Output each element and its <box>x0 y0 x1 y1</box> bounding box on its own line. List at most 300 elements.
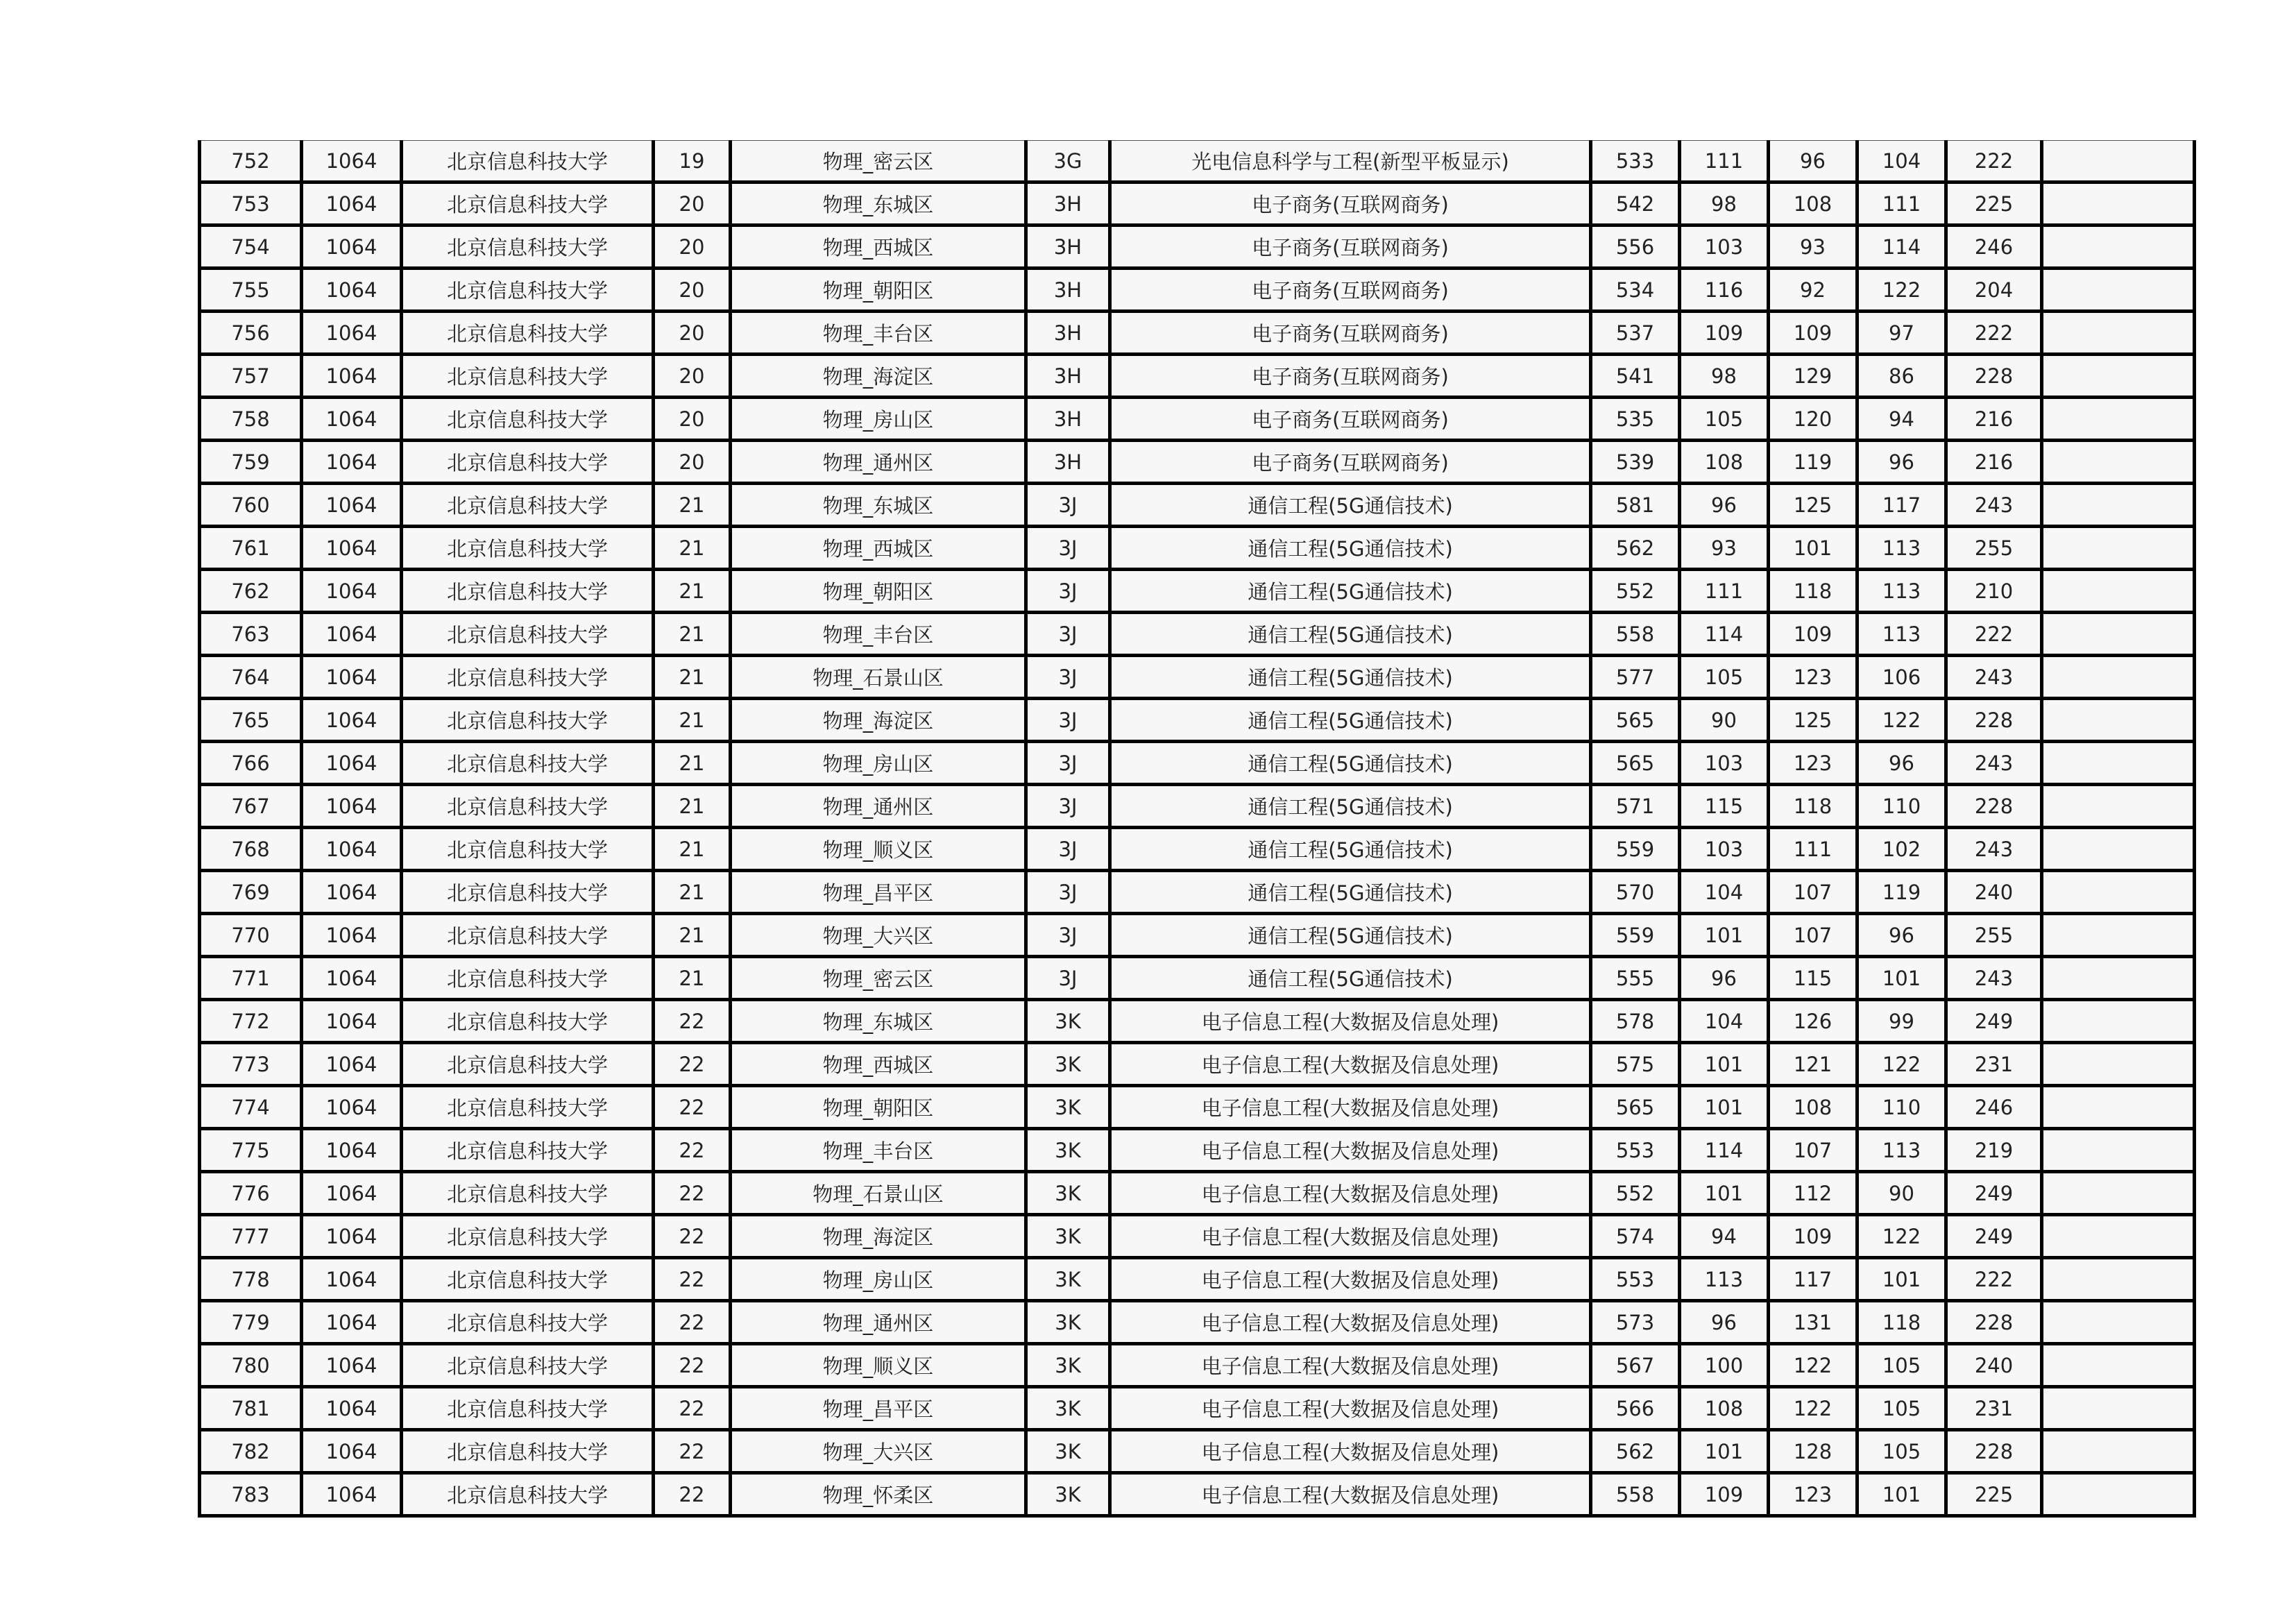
cell-chinese: 98 <box>1680 355 1769 398</box>
cell-major_code: 3K <box>1026 1172 1110 1215</box>
cell-composite: 246 <box>1946 1086 2042 1129</box>
table-row <box>200 484 2195 527</box>
cell-school: 北京信息科技大学 <box>402 699 654 742</box>
cell-major: 通信工程(5G通信技术) <box>1110 871 1591 914</box>
cell-subject_district: 物理_东城区 <box>731 182 1026 226</box>
cell-subject_district: 物理_顺义区 <box>731 828 1026 871</box>
cell-major_code: 3J <box>1026 914 1110 957</box>
cell-total: 558 <box>1591 613 1680 656</box>
cell-major_code: 3J <box>1026 957 1110 1000</box>
cell-school_code: 1064 <box>302 914 402 957</box>
cell-math: 118 <box>1769 785 1857 828</box>
cell-composite: 228 <box>1946 1430 2042 1473</box>
cell-group: 20 <box>654 226 731 269</box>
cell-seq: 764 <box>200 656 302 699</box>
cell-major: 电子信息工程(大数据及信息处理) <box>1110 1043 1591 1086</box>
table-row <box>200 570 2195 613</box>
cell-subject_district: 物理_海淀区 <box>731 699 1026 742</box>
cell-english: 86 <box>1857 355 1946 398</box>
cell-major: 电子信息工程(大数据及信息处理) <box>1110 1430 1591 1473</box>
cell-english: 101 <box>1857 1258 1946 1301</box>
cell-group: 20 <box>654 269 731 312</box>
cell-math: 112 <box>1769 1172 1857 1215</box>
cell-group: 22 <box>654 1301 731 1344</box>
cell-seq: 763 <box>200 613 302 656</box>
cell-english: 119 <box>1857 871 1946 914</box>
cell-major_code: 3H <box>1026 226 1110 269</box>
cell-chinese: 96 <box>1680 957 1769 1000</box>
cell-seq: 757 <box>200 355 302 398</box>
cell-school_code: 1064 <box>302 141 402 182</box>
cell-seq: 765 <box>200 699 302 742</box>
cell-composite: 240 <box>1946 871 2042 914</box>
cell-composite: 216 <box>1946 398 2042 441</box>
cell-chinese: 101 <box>1680 1430 1769 1473</box>
cell-english: 110 <box>1857 785 1946 828</box>
cell-subject_district: 物理_通州区 <box>731 785 1026 828</box>
cell-seq: 779 <box>200 1301 302 1344</box>
cell-subject_district: 物理_朝阳区 <box>731 269 1026 312</box>
cell-total: 553 <box>1591 1258 1680 1301</box>
cell-major_code: 3K <box>1026 1043 1110 1086</box>
cell-school: 北京信息科技大学 <box>402 570 654 613</box>
cell-chinese: 103 <box>1680 742 1769 785</box>
cell-english: 96 <box>1857 742 1946 785</box>
cell-blank <box>2042 1430 2195 1473</box>
cell-subject_district: 物理_东城区 <box>731 484 1026 527</box>
table-row <box>200 1000 2195 1043</box>
cell-total: 571 <box>1591 785 1680 828</box>
cell-group: 22 <box>654 1430 731 1473</box>
cell-seq: 782 <box>200 1430 302 1473</box>
cell-composite: 225 <box>1946 182 2042 226</box>
cell-major: 电子商务(互联网商务) <box>1110 312 1591 355</box>
cell-total: 539 <box>1591 441 1680 484</box>
cell-chinese: 93 <box>1680 527 1769 570</box>
cell-subject_district: 物理_通州区 <box>731 1301 1026 1344</box>
cell-major_code: 3J <box>1026 871 1110 914</box>
cell-school_code: 1064 <box>302 1387 402 1430</box>
cell-major: 通信工程(5G通信技术) <box>1110 699 1591 742</box>
cell-school: 北京信息科技大学 <box>402 141 654 182</box>
cell-total: 562 <box>1591 527 1680 570</box>
cell-chinese: 115 <box>1680 785 1769 828</box>
cell-seq: 760 <box>200 484 302 527</box>
cell-total: 555 <box>1591 957 1680 1000</box>
table-row <box>200 1387 2195 1430</box>
cell-chinese: 105 <box>1680 656 1769 699</box>
cell-group: 22 <box>654 1344 731 1387</box>
cell-chinese: 113 <box>1680 1258 1769 1301</box>
cell-chinese: 103 <box>1680 226 1769 269</box>
cell-school_code: 1064 <box>302 441 402 484</box>
cell-school: 北京信息科技大学 <box>402 355 654 398</box>
cell-math: 123 <box>1769 656 1857 699</box>
cell-seq: 756 <box>200 312 302 355</box>
cell-subject_district: 物理_海淀区 <box>731 1215 1026 1258</box>
cell-seq: 761 <box>200 527 302 570</box>
cell-english: 114 <box>1857 226 1946 269</box>
cell-english: 117 <box>1857 484 1946 527</box>
cell-school: 北京信息科技大学 <box>402 871 654 914</box>
cell-major: 电子信息工程(大数据及信息处理) <box>1110 1473 1591 1516</box>
cell-school_code: 1064 <box>302 828 402 871</box>
table-row <box>200 1129 2195 1172</box>
cell-chinese: 104 <box>1680 871 1769 914</box>
cell-english: 122 <box>1857 1215 1946 1258</box>
cell-subject_district: 物理_石景山区 <box>731 1172 1026 1215</box>
cell-school: 北京信息科技大学 <box>402 527 654 570</box>
cell-subject_district: 物理_房山区 <box>731 1258 1026 1301</box>
cell-total: 577 <box>1591 656 1680 699</box>
cell-group: 21 <box>654 742 731 785</box>
cell-blank <box>2042 699 2195 742</box>
cell-math: 107 <box>1769 871 1857 914</box>
cell-subject_district: 物理_昌平区 <box>731 1387 1026 1430</box>
cell-math: 109 <box>1769 312 1857 355</box>
cell-group: 22 <box>654 1129 731 1172</box>
cell-composite: 243 <box>1946 742 2042 785</box>
cell-total: 567 <box>1591 1344 1680 1387</box>
cell-chinese: 103 <box>1680 828 1769 871</box>
cell-seq: 776 <box>200 1172 302 1215</box>
cell-school: 北京信息科技大学 <box>402 398 654 441</box>
cell-english: 110 <box>1857 1086 1946 1129</box>
cell-major_code: 3H <box>1026 441 1110 484</box>
cell-english: 97 <box>1857 312 1946 355</box>
cell-group: 21 <box>654 484 731 527</box>
cell-blank <box>2042 957 2195 1000</box>
cell-chinese: 96 <box>1680 1301 1769 1344</box>
cell-subject_district: 物理_大兴区 <box>731 1430 1026 1473</box>
cell-seq: 754 <box>200 226 302 269</box>
cell-subject_district: 物理_大兴区 <box>731 914 1026 957</box>
cell-school: 北京信息科技大学 <box>402 656 654 699</box>
cell-major: 通信工程(5G通信技术) <box>1110 828 1591 871</box>
cell-seq: 772 <box>200 1000 302 1043</box>
cell-blank <box>2042 871 2195 914</box>
cell-chinese: 101 <box>1680 1172 1769 1215</box>
cell-math: 108 <box>1769 182 1857 226</box>
cell-total: 559 <box>1591 914 1680 957</box>
cell-math: 123 <box>1769 742 1857 785</box>
cell-composite: 216 <box>1946 441 2042 484</box>
cell-math: 93 <box>1769 226 1857 269</box>
cell-group: 20 <box>654 441 731 484</box>
table-row <box>200 613 2195 656</box>
cell-blank <box>2042 828 2195 871</box>
cell-blank <box>2042 484 2195 527</box>
cell-subject_district: 物理_丰台区 <box>731 1129 1026 1172</box>
cell-major_code: 3J <box>1026 785 1110 828</box>
cell-major: 电子信息工程(大数据及信息处理) <box>1110 1129 1591 1172</box>
cell-math: 122 <box>1769 1344 1857 1387</box>
cell-math: 128 <box>1769 1430 1857 1473</box>
table-row <box>200 1086 2195 1129</box>
table-row <box>200 441 2195 484</box>
cell-major: 光电信息科学与工程(新型平板显示) <box>1110 141 1591 182</box>
cell-math: 109 <box>1769 613 1857 656</box>
cell-blank <box>2042 785 2195 828</box>
cell-school_code: 1064 <box>302 871 402 914</box>
cell-school: 北京信息科技大学 <box>402 785 654 828</box>
cell-school_code: 1064 <box>302 1000 402 1043</box>
cell-major: 电子信息工程(大数据及信息处理) <box>1110 1086 1591 1129</box>
cell-english: 105 <box>1857 1387 1946 1430</box>
cell-school_code: 1064 <box>302 656 402 699</box>
table-row <box>200 1215 2195 1258</box>
cell-composite: 255 <box>1946 527 2042 570</box>
cell-seq: 758 <box>200 398 302 441</box>
cell-subject_district: 物理_朝阳区 <box>731 1086 1026 1129</box>
cell-math: 121 <box>1769 1043 1857 1086</box>
cell-english: 122 <box>1857 1043 1946 1086</box>
cell-english: 101 <box>1857 957 1946 1000</box>
table-row <box>200 398 2195 441</box>
cell-major: 电子商务(互联网商务) <box>1110 182 1591 226</box>
cell-school: 北京信息科技大学 <box>402 1387 654 1430</box>
cell-seq: 781 <box>200 1387 302 1430</box>
table-row <box>200 828 2195 871</box>
cell-school_code: 1064 <box>302 1086 402 1129</box>
cell-subject_district: 物理_顺义区 <box>731 1344 1026 1387</box>
table-row <box>200 226 2195 269</box>
cell-english: 106 <box>1857 656 1946 699</box>
cell-composite: 231 <box>1946 1043 2042 1086</box>
cell-english: 102 <box>1857 828 1946 871</box>
cell-total: 575 <box>1591 1043 1680 1086</box>
cell-chinese: 108 <box>1680 441 1769 484</box>
cell-chinese: 109 <box>1680 1473 1769 1516</box>
cell-chinese: 109 <box>1680 312 1769 355</box>
cell-composite: 228 <box>1946 785 2042 828</box>
cell-english: 104 <box>1857 141 1946 182</box>
cell-seq: 770 <box>200 914 302 957</box>
table-body <box>200 141 2195 1516</box>
cell-school: 北京信息科技大学 <box>402 441 654 484</box>
cell-total: 533 <box>1591 141 1680 182</box>
cell-seq: 780 <box>200 1344 302 1387</box>
cell-composite: 249 <box>1946 1000 2042 1043</box>
cell-chinese: 114 <box>1680 613 1769 656</box>
cell-group: 21 <box>654 871 731 914</box>
cell-school: 北京信息科技大学 <box>402 828 654 871</box>
cell-blank <box>2042 1129 2195 1172</box>
cell-composite: 228 <box>1946 355 2042 398</box>
cell-chinese: 114 <box>1680 1129 1769 1172</box>
cell-major_code: 3J <box>1026 656 1110 699</box>
table-row <box>200 312 2195 355</box>
cell-major_code: 3K <box>1026 1258 1110 1301</box>
cell-subject_district: 物理_房山区 <box>731 742 1026 785</box>
table-row <box>200 1473 2195 1516</box>
cell-chinese: 104 <box>1680 1000 1769 1043</box>
cell-seq: 774 <box>200 1086 302 1129</box>
table-row <box>200 355 2195 398</box>
cell-group: 22 <box>654 1172 731 1215</box>
cell-blank <box>2042 269 2195 312</box>
cell-blank <box>2042 226 2195 269</box>
table-row <box>200 1043 2195 1086</box>
cell-composite: 243 <box>1946 656 2042 699</box>
cell-english: 118 <box>1857 1301 1946 1344</box>
cell-major_code: 3H <box>1026 269 1110 312</box>
cell-math: 120 <box>1769 398 1857 441</box>
cell-major: 电子信息工程(大数据及信息处理) <box>1110 1344 1591 1387</box>
cell-subject_district: 物理_丰台区 <box>731 613 1026 656</box>
cell-major_code: 3J <box>1026 699 1110 742</box>
cell-school_code: 1064 <box>302 1473 402 1516</box>
cell-school_code: 1064 <box>302 1301 402 1344</box>
cell-total: 565 <box>1591 742 1680 785</box>
cell-english: 99 <box>1857 1000 1946 1043</box>
table-row <box>200 1258 2195 1301</box>
cell-math: 108 <box>1769 1086 1857 1129</box>
cell-english: 105 <box>1857 1430 1946 1473</box>
cell-seq: 762 <box>200 570 302 613</box>
cell-major_code: 3K <box>1026 1000 1110 1043</box>
cell-school: 北京信息科技大学 <box>402 1000 654 1043</box>
cell-blank <box>2042 355 2195 398</box>
cell-subject_district: 物理_海淀区 <box>731 355 1026 398</box>
cell-blank <box>2042 613 2195 656</box>
table-row <box>200 957 2195 1000</box>
cell-math: 125 <box>1769 699 1857 742</box>
cell-chinese: 108 <box>1680 1387 1769 1430</box>
cell-math: 119 <box>1769 441 1857 484</box>
cell-school_code: 1064 <box>302 699 402 742</box>
cell-group: 21 <box>654 656 731 699</box>
cell-total: 534 <box>1591 269 1680 312</box>
cell-major_code: 3H <box>1026 398 1110 441</box>
cell-school: 北京信息科技大学 <box>402 182 654 226</box>
cell-blank <box>2042 312 2195 355</box>
cell-subject_district: 物理_丰台区 <box>731 312 1026 355</box>
cell-school: 北京信息科技大学 <box>402 742 654 785</box>
cell-school_code: 1064 <box>302 226 402 269</box>
cell-school: 北京信息科技大学 <box>402 1172 654 1215</box>
table-row <box>200 914 2195 957</box>
cell-school_code: 1064 <box>302 484 402 527</box>
cell-math: 131 <box>1769 1301 1857 1344</box>
cell-group: 22 <box>654 1473 731 1516</box>
cell-chinese: 111 <box>1680 570 1769 613</box>
cell-school: 北京信息科技大学 <box>402 1215 654 1258</box>
cell-school_code: 1064 <box>302 1344 402 1387</box>
cell-school: 北京信息科技大学 <box>402 484 654 527</box>
cell-math: 109 <box>1769 1215 1857 1258</box>
cell-group: 20 <box>654 398 731 441</box>
cell-group: 20 <box>654 355 731 398</box>
cell-total: 552 <box>1591 1172 1680 1215</box>
cell-composite: 243 <box>1946 484 2042 527</box>
cell-math: 107 <box>1769 914 1857 957</box>
cell-subject_district: 物理_石景山区 <box>731 656 1026 699</box>
cell-major: 电子商务(互联网商务) <box>1110 226 1591 269</box>
cell-group: 21 <box>654 613 731 656</box>
cell-major: 电子信息工程(大数据及信息处理) <box>1110 1000 1591 1043</box>
cell-composite: 222 <box>1946 312 2042 355</box>
cell-math: 92 <box>1769 269 1857 312</box>
cell-group: 22 <box>654 1086 731 1129</box>
cell-school_code: 1064 <box>302 570 402 613</box>
cell-seq: 773 <box>200 1043 302 1086</box>
cell-composite: 231 <box>1946 1387 2042 1430</box>
cell-seq: 783 <box>200 1473 302 1516</box>
table-row <box>200 656 2195 699</box>
cell-group: 21 <box>654 828 731 871</box>
cell-composite: 219 <box>1946 1129 2042 1172</box>
cell-total: 559 <box>1591 828 1680 871</box>
cell-school: 北京信息科技大学 <box>402 312 654 355</box>
cell-school: 北京信息科技大学 <box>402 1430 654 1473</box>
cell-math: 117 <box>1769 1258 1857 1301</box>
cell-total: 542 <box>1591 182 1680 226</box>
cell-subject_district: 物理_通州区 <box>731 441 1026 484</box>
cell-chinese: 90 <box>1680 699 1769 742</box>
cell-english: 113 <box>1857 527 1946 570</box>
table-row <box>200 269 2195 312</box>
cell-major_code: 3K <box>1026 1430 1110 1473</box>
cell-total: 556 <box>1591 226 1680 269</box>
table-row <box>200 1430 2195 1473</box>
cell-school_code: 1064 <box>302 312 402 355</box>
cell-seq: 771 <box>200 957 302 1000</box>
cell-composite: 228 <box>1946 699 2042 742</box>
cell-school: 北京信息科技大学 <box>402 1258 654 1301</box>
table-row <box>200 1344 2195 1387</box>
cell-math: 107 <box>1769 1129 1857 1172</box>
cell-chinese: 96 <box>1680 484 1769 527</box>
cell-subject_district: 物理_密云区 <box>731 957 1026 1000</box>
cell-school: 北京信息科技大学 <box>402 1086 654 1129</box>
cell-english: 113 <box>1857 570 1946 613</box>
table-row <box>200 182 2195 226</box>
cell-blank <box>2042 1086 2195 1129</box>
cell-chinese: 105 <box>1680 398 1769 441</box>
table-row <box>200 141 2195 182</box>
cell-school_code: 1064 <box>302 269 402 312</box>
cell-school: 北京信息科技大学 <box>402 1344 654 1387</box>
cell-composite: 222 <box>1946 1258 2042 1301</box>
cell-blank <box>2042 570 2195 613</box>
cell-seq: 777 <box>200 1215 302 1258</box>
cell-english: 111 <box>1857 182 1946 226</box>
cell-school: 北京信息科技大学 <box>402 1043 654 1086</box>
cell-major: 通信工程(5G通信技术) <box>1110 656 1591 699</box>
cell-major_code: 3H <box>1026 182 1110 226</box>
cell-group: 21 <box>654 699 731 742</box>
cell-school_code: 1064 <box>302 1043 402 1086</box>
cell-school_code: 1064 <box>302 1129 402 1172</box>
cell-math: 125 <box>1769 484 1857 527</box>
cell-english: 122 <box>1857 269 1946 312</box>
cell-chinese: 101 <box>1680 1043 1769 1086</box>
table-row <box>200 871 2195 914</box>
cell-subject_district: 物理_西城区 <box>731 527 1026 570</box>
cell-major: 电子信息工程(大数据及信息处理) <box>1110 1172 1591 1215</box>
cell-major_code: 3G <box>1026 141 1110 182</box>
cell-blank <box>2042 1215 2195 1258</box>
cell-school_code: 1064 <box>302 1215 402 1258</box>
cell-composite: 210 <box>1946 570 2042 613</box>
cell-major: 通信工程(5G通信技术) <box>1110 957 1591 1000</box>
cell-seq: 769 <box>200 871 302 914</box>
cell-major_code: 3K <box>1026 1301 1110 1344</box>
cell-group: 21 <box>654 570 731 613</box>
cell-major: 电子信息工程(大数据及信息处理) <box>1110 1301 1591 1344</box>
cell-chinese: 98 <box>1680 182 1769 226</box>
